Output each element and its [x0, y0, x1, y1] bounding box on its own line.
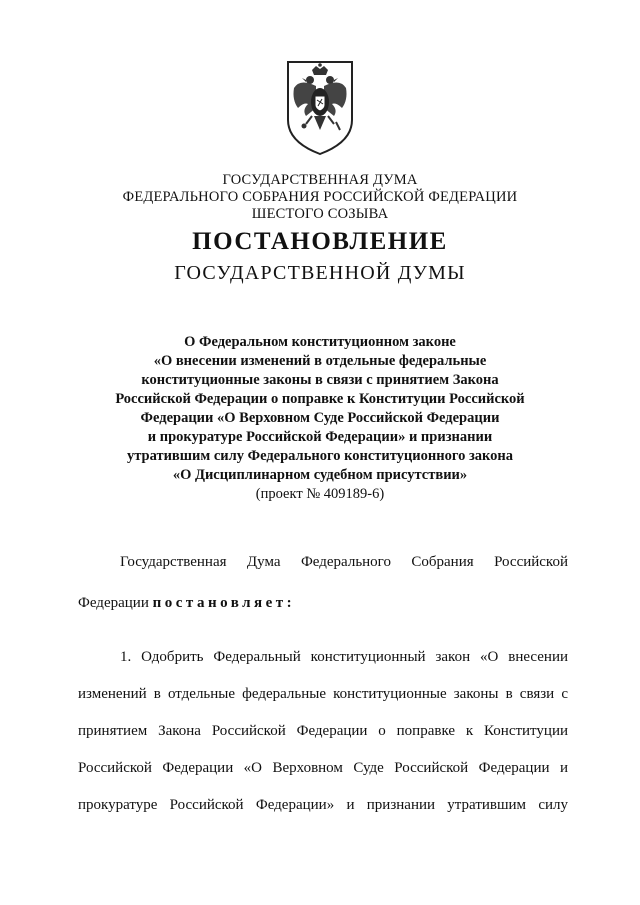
subject-line: утратившим силу Федерального конституционного закона: [126, 448, 514, 464]
intro-line-2-prefix: Федерации: [78, 595, 149, 611]
header-line-1: ГОСУДАРСТВЕННАЯ ДУМА: [222, 172, 418, 188]
subject-line: О Федеральном конституционном законе: [184, 334, 456, 350]
item1-line: 1. Одобрить Федеральный конституционный закон «О внесении: [120, 649, 568, 665]
intro-line-2: [78, 594, 568, 612]
item1-line: прокуратуре Российской Федерации» и признании утратившим силу: [78, 797, 568, 813]
subject-line: Российской Федерации о поправке к Конституции Российской: [115, 391, 525, 407]
subject-line: «О внесении изменений в отдельные федеральные: [153, 353, 487, 369]
russian-coat-of-arms-icon: [282, 58, 358, 158]
subject-line: «О Дисциплинарном судебном присутствии»: [172, 467, 468, 483]
project-number: (проект № 409189-6): [255, 486, 385, 502]
header-line-2: ФЕДЕРАЛЬНОГО СОБРАНИЯ РОССИЙСКОЙ ФЕДЕРАЦИИ: [122, 189, 518, 205]
document-title: ПОСТАНОВЛЕНИЕ: [192, 228, 448, 255]
resolves-word: постановляет:: [152, 595, 296, 611]
header-line-3: ШЕСТОГО СОЗЫВА: [251, 206, 389, 222]
document-subtitle: ГОСУДАРСТВЕННОЙ ДУМЫ: [174, 262, 466, 284]
item1-line: принятием Закона Российской Федерации о поправке к Конституции: [78, 723, 568, 739]
item1-line: Российской Федерации «О Верховном Суде Российской Федерации и: [78, 760, 568, 776]
subject-line: Федерации «О Верховном Суде Российской Федерации: [140, 410, 500, 426]
item1-line: изменений в отдельные федеральные конституционные законы в связи с: [78, 686, 568, 702]
subject-line: конституционные законы в связи с принятием Закона: [141, 372, 499, 388]
subject-line: и прокуратуре Российской Федерации» и признании: [147, 429, 493, 445]
intro-line-1: Государственная Дума Федерального Собрания Российской: [120, 554, 568, 570]
